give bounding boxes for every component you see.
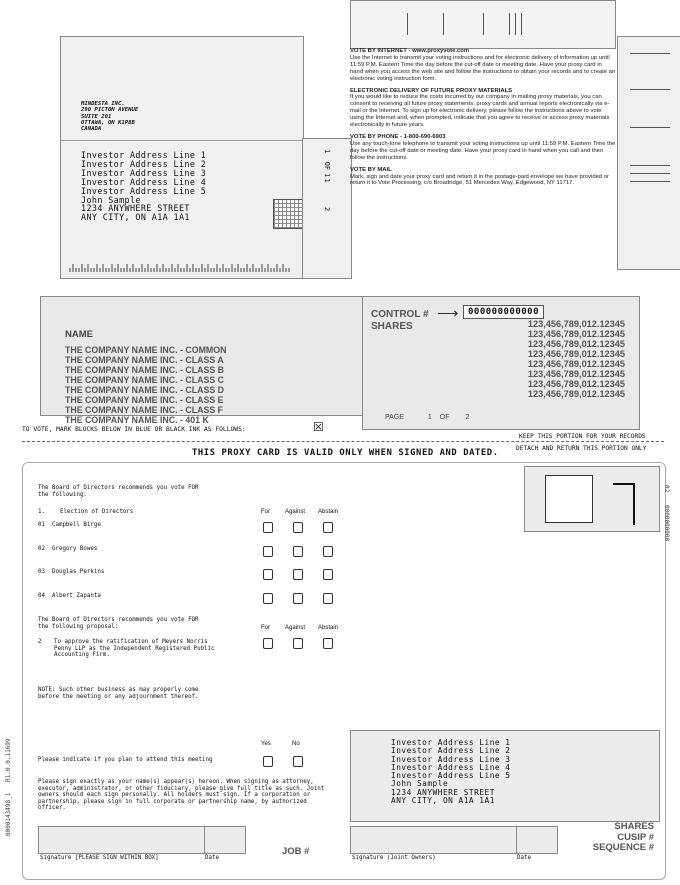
director-row xyxy=(38,546,97,552)
note xyxy=(38,687,199,700)
address-line: Investor Address Line 5 xyxy=(391,771,511,781)
vote-abstain-checkbox[interactable] xyxy=(323,546,333,557)
control-label: CONTROL # xyxy=(371,309,429,320)
vote-abstain-checkbox[interactable] xyxy=(323,522,333,533)
director-num: 02 xyxy=(38,546,45,552)
address-line: John Sample xyxy=(81,194,141,205)
col-for: For xyxy=(261,625,270,631)
page-label: PAGE xyxy=(385,414,404,421)
vote-for-checkbox[interactable] xyxy=(263,546,273,557)
marker-c: 2 xyxy=(323,207,331,212)
scan-corner-box xyxy=(524,466,660,532)
recommendation-2-b: the following proposal: xyxy=(38,623,119,630)
item2-line: To approve the ratification of Meyers Norris xyxy=(54,639,208,645)
director-name: Campbell Birge xyxy=(51,522,101,528)
return-address-box xyxy=(350,730,660,822)
director-num: 01 xyxy=(38,522,45,528)
sender-address xyxy=(81,101,138,132)
col-abstain: Abstain xyxy=(318,625,339,631)
control-arrow: ⟶ xyxy=(437,305,459,322)
mail-title: VOTE BY MAIL xyxy=(350,166,392,173)
marker-a: 1 xyxy=(323,178,331,183)
director-row xyxy=(38,522,101,528)
mark-instruction: TO VOTE, MARK BLOCKS BELOW IN BLUE OR BLACK INK AS FOLLOWS: xyxy=(22,426,246,433)
recommendation-2-a: The Board of Directors recommends you vote FOR xyxy=(38,617,199,623)
cusip-label: CUSIP # xyxy=(617,831,654,843)
date-label: Date xyxy=(205,855,219,861)
phone-title: VOTE BY PHONE - 1-800-690-6903 xyxy=(350,133,446,140)
col-abstain: Abstain xyxy=(318,509,339,515)
valid-text: THIS PROXY CARD IS VALID ONLY WHEN SIGNED AND DATED. xyxy=(192,448,499,458)
sender-line: CANADA xyxy=(81,126,102,133)
address-line: 1234 ANYWHERE STREET xyxy=(81,203,190,214)
company-list xyxy=(65,345,226,425)
company-name: THE COMPANY NAME INC. - 401 K xyxy=(65,415,209,425)
vote-abstain-checkbox[interactable] xyxy=(323,569,333,580)
reference-labels xyxy=(593,822,654,854)
sender-line: SUITE 201 xyxy=(81,113,112,120)
control-panel xyxy=(362,296,640,430)
datamatrix-barcode xyxy=(273,199,303,229)
attend-yes-checkbox[interactable] xyxy=(263,756,273,767)
director-num: 04 xyxy=(38,593,45,599)
detach-text: DETACH AND RETURN THIS PORTION ONLY xyxy=(516,445,647,452)
signature-label: Signature [PLEASE SIGN WITHIN BOX] xyxy=(40,855,159,861)
director-num: 03 xyxy=(38,569,45,575)
marker-b: 1 xyxy=(323,173,331,178)
electronic-body: If you would like to reduce the costs incurred by our company in mailing proxy materials, you can consent to receiving all future proxy statements, proxy cards and annual reports electronically via e-mail or the Internet. To sign up for electronic delivery, please follow the instructions above to vote using the Internet and, when prompted, indicate that you agree to receive or access proxy materials electronically in future years. xyxy=(350,94,610,129)
shares-ref-label: SHARES xyxy=(614,821,654,832)
dashed-cut-line xyxy=(22,441,664,442)
company-name: THE COMPANY NAME INC. - CLASS A xyxy=(65,355,224,365)
proposal-2 xyxy=(38,639,215,659)
vote-for-checkbox[interactable] xyxy=(263,569,273,580)
company-name: THE COMPANY NAME INC. - CLASS C xyxy=(65,375,225,385)
address-line: Investor Address Line 3 xyxy=(391,754,511,764)
col-for: For xyxy=(261,509,270,515)
address-line: Investor Address Line 5 xyxy=(81,185,207,196)
note-line: before the meeting or any adjournment thereof. xyxy=(38,693,199,700)
joint-signature-area xyxy=(350,826,558,854)
internet-title: VOTE BY INTERNET - www.proxyvote.com xyxy=(350,48,470,54)
electronic-title: ELECTRONIC DELIVERY OF FUTURE PROXY MATERIALS xyxy=(350,87,513,94)
address-line: ANY CITY, ON A1A 1A1 xyxy=(81,212,190,223)
share-amount: 123,456,789,012.12345 xyxy=(527,359,625,369)
vote-against-checkbox[interactable] xyxy=(293,522,303,533)
phone-body: Use any touch-tone telephone to transmit your voting instructions up until 11:59 P.M. Eastern Time the day before the cut-off date or meeting date. Have your proxy card in hand when you call and then follow the instructions. xyxy=(350,140,616,161)
holdings-panel xyxy=(40,296,364,425)
marker-of: OF xyxy=(323,161,331,171)
share-list xyxy=(528,319,625,399)
item1-num: 1. xyxy=(38,509,45,515)
mailing-panel xyxy=(60,36,304,279)
joint-date-label: Date xyxy=(517,855,531,861)
internet-body: Use the Internet to transmit your voting instructions and for electronic delivery of information up until 11:59 P.M. Eastern Time the day before the cut-off date or meeting date. Have your proxy card in hand when you access the web site and follow the instructions to obtain your records and to create an electronic voting instruction form. xyxy=(350,54,616,82)
item1-row xyxy=(38,509,133,515)
company-name: THE COMPANY NAME INC. - CLASS E xyxy=(65,395,224,405)
item1-label: Election of Directors xyxy=(59,509,134,515)
signature-area xyxy=(38,826,246,854)
sender-line: 290 PICTON AVENUE xyxy=(81,107,139,114)
address-line: Investor Address Line 4 xyxy=(81,176,207,187)
company-name: THE COMPANY NAME INC. - CLASS D xyxy=(65,385,225,395)
share-amount: 123,456,789,012.12345 xyxy=(527,329,625,339)
address-line: Investor Address Line 1 xyxy=(391,738,511,747)
share-amount: 123,456,789,012.12345 xyxy=(527,319,625,329)
marker-page: 1 xyxy=(323,149,331,154)
share-amount: 123,456,789,012.12345 xyxy=(527,379,625,389)
address-line: Investor Address Line 1 xyxy=(81,150,207,160)
vote-against-checkbox[interactable] xyxy=(293,593,303,604)
vote-against-checkbox[interactable] xyxy=(293,638,303,649)
joint-signature-label: Signature (Joint Owners) xyxy=(352,855,436,861)
postal-barcode xyxy=(69,263,291,273)
sender-line: MINDESTA INC. xyxy=(81,101,125,107)
item2-num: 2 xyxy=(38,639,42,645)
page-of: OF xyxy=(439,414,450,421)
right-side-code-bottom: 0000000000 xyxy=(663,505,670,542)
director-row xyxy=(38,593,101,599)
address-line: Investor Address Line 3 xyxy=(81,167,207,178)
col-no: No xyxy=(292,741,300,747)
right-tick-strip xyxy=(617,36,680,270)
left-side-code: 0000143498_1 R1.0.0.11699 xyxy=(5,738,12,836)
vote-for-checkbox[interactable] xyxy=(263,638,273,649)
address-line: 1234 ANYWHERE STREET xyxy=(391,787,495,797)
name-label: NAME xyxy=(65,329,93,340)
page-indicator xyxy=(385,414,469,421)
director-name: Douglas Perkins xyxy=(51,569,105,575)
top-barcode-box xyxy=(350,0,616,49)
recommendation-1-b: the following: xyxy=(38,491,87,498)
director-name: Albert Zapanta xyxy=(51,593,101,599)
sequence-label: SEQUENCE # xyxy=(592,842,654,853)
address-line: Investor Address Line 2 xyxy=(81,158,207,169)
keep-text: KEEP THIS PORTION FOR YOUR RECORDS xyxy=(519,433,646,440)
item2-line: Penny LLP as the Independent Registered Public xyxy=(54,645,215,652)
vote-for-checkbox[interactable] xyxy=(263,522,273,533)
col-against: Against xyxy=(285,509,306,515)
address-line: ANY CITY, ON A1A 1A1 xyxy=(391,796,495,806)
vote-for-checkbox[interactable] xyxy=(263,593,273,604)
share-amount: 123,456,789,012.12345 xyxy=(527,349,625,359)
address-line: Investor Address Line 4 xyxy=(391,762,511,772)
address-line: Investor Address Line 2 xyxy=(391,746,511,756)
address-line: John Sample xyxy=(391,779,449,789)
recommendation-1: The Board of Directors recommends you vote FOR xyxy=(38,485,199,491)
share-amount: 123,456,789,012.12345 xyxy=(527,369,625,379)
company-name: THE COMPANY NAME INC. - CLASS B xyxy=(65,365,225,375)
sign-instructions: Please sign exactly as your name(s) appear(s) hereon. When signing as attorney, executor, administrator, or other fiduciary, please give full title as such. Joint owners should each sign personally. All holders must sign. If a corporation or partnership, please sign in full corporate or partnership name, by authorized officer. xyxy=(38,779,325,812)
page-num: 1 xyxy=(427,414,432,421)
recipient-address xyxy=(81,151,206,222)
mark-example: ☒ xyxy=(313,420,324,434)
note-line: NOTE: Such other business as may properly come xyxy=(38,687,199,693)
col-yes: Yes xyxy=(261,741,271,747)
page-marker-text xyxy=(323,149,331,183)
director-name: Gregory Bowes xyxy=(51,546,98,552)
page-marker-strip xyxy=(302,138,352,279)
company-name: THE COMPANY NAME INC. - COMMON xyxy=(65,345,227,355)
sender-line: OTTAWA, ON K1P8B xyxy=(81,119,135,126)
return-address xyxy=(391,739,510,805)
share-amount: 123,456,789,012.12345 xyxy=(527,389,625,399)
vote-against-checkbox[interactable] xyxy=(293,546,303,557)
vote-abstain-checkbox[interactable] xyxy=(323,638,333,649)
vote-abstain-checkbox[interactable] xyxy=(323,593,333,604)
vote-against-checkbox[interactable] xyxy=(293,569,303,580)
recommendation-2 xyxy=(38,617,199,630)
mail-body: Mark, sign and date your proxy card and return it in the postage-paid envelope we have provided or return it to Vote Processing, c/o Broadridge, 51 Mercedes Way, Edgewood, NY 11717. xyxy=(350,173,610,187)
shares-label: SHARES xyxy=(371,321,413,332)
job-label: JOB # xyxy=(282,846,310,857)
page-total: 2 xyxy=(465,414,470,421)
ballot-content xyxy=(38,485,358,498)
col-against: Against xyxy=(285,625,306,631)
divider xyxy=(61,140,303,141)
director-row xyxy=(38,569,104,575)
attend-no-checkbox[interactable] xyxy=(293,756,303,767)
attend-text: Please indicate if you plan to attend this meeting xyxy=(38,757,213,763)
control-number: 000000000000 xyxy=(463,305,544,319)
right-side-code-top: 02 xyxy=(663,485,670,493)
voting-instructions xyxy=(350,48,616,187)
company-name: THE COMPANY NAME INC. - CLASS F xyxy=(65,405,224,415)
item2-line: Accounting Firm. xyxy=(54,652,110,659)
share-amount: 123,456,789,012.12345 xyxy=(527,339,625,349)
